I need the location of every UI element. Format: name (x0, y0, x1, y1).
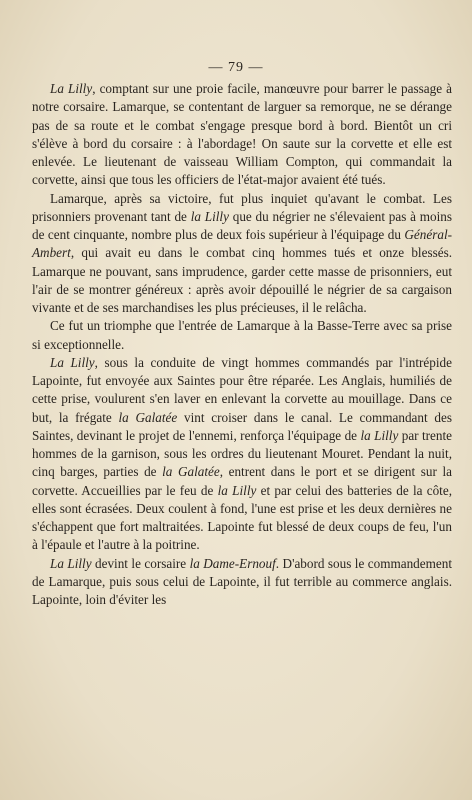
italic-text-run: La Lilly (50, 354, 95, 370)
paragraph (32, 80, 452, 190)
text-run: que du négrier ne s'élevaient pas à moins de cent cinquante, nombre plus de deux fois supérieur à l'équipage du (32, 208, 453, 242)
text-run: par trente hommes de la garnison, sous les ordres du lieutenant Mouret. Pendant la nuit, cinq barges, parties de (32, 427, 453, 480)
paragraph (32, 354, 452, 555)
paragraph (32, 555, 452, 610)
italic-text-run: La Lilly (50, 555, 92, 571)
text-run: Lamarque, après sa victoire, fut plus inquiet qu'avant le combat. Les prisonniers provenant tant de (32, 190, 452, 224)
text-run: vint croiser dans le canal. Le commandant des Saintes, devinant le projet de l'ennemi, renforça l'équipage de (32, 409, 452, 443)
text-run: Ce fut un triomphe que l'entrée de Lamarque à la Basse-Terre avec sa prise si exceptionnelle. (32, 318, 452, 352)
italic-text-run: La Lilly (50, 81, 93, 96)
text-run: , comptant sur une proie facile, manœuvre pour barrer le passage à notre corsaire. Lamarque, se contentant de larguer sa remorque, ne se dérange pas de sa route et le combat s'engage presque bord à bord. Bientôt un cri s'élève à bord du corsaire : à l'abordage! On saute sur la corvette et elle est enlevée. Le lieutenant de vaisseau William Compton, qui commandait la corvette, ainsi que tous les officiers de l'état-major avaient été tués. (32, 81, 453, 188)
paragraph (32, 190, 452, 318)
text-run: devint le corsaire (91, 555, 190, 571)
body-text (32, 80, 452, 609)
italic-text-run: la Lilly (190, 208, 229, 224)
paragraph (32, 317, 452, 354)
text-run: , qui avait eu dans le combat cinq hommes tués et onze blessés. Lamarque ne pouvant, sans imprudence, garder cette masse de prisonniers, eut l'air de se montrer généreux : après avoir dépouillé le négrier de sa cargaison vivante et de ses marchandises les plus précieuses, il le relâcha. (32, 245, 452, 315)
text-run: , sous la conduite de vingt hommes commandés par l'intrépide Lapointe, fut envoyée aux Saintes pour être réparée. Les Anglais, humiliés de cette prise, voulurent s'en laver en enlevant la corvette au mouillage. Dans ce but, la frégate (32, 354, 452, 425)
text-run: , entrent dans le port et se dirigent sur la corvette. Accueillies par le feu de (32, 464, 452, 498)
italic-text-run: Général-Ambert (32, 227, 452, 261)
italic-text-run: la Lilly (217, 482, 257, 498)
italic-text-run: la Galatée (118, 409, 178, 425)
page-number: — 79 — (208, 60, 264, 75)
italic-text-run: la Dame-Ernouf (189, 555, 276, 571)
text-run: . D'abord sous le commandement de Lamarque, puis sous celui de Lapointe, il fut terrible au commerce anglais. Lapointe, loin d'éviter les (32, 555, 453, 607)
italic-text-run: la Galatée (162, 464, 220, 480)
text-run: et par celui des batteries de la côte, elles sont écrasées. Deux coulent à fond, l'une est prise et les deux dernières ne s'échappent que fort maltraitées. Lapointe fut blessé de deux coups de feu, l'un à l'épaule et l'autre à la poitrine. (32, 482, 452, 553)
italic-text-run: la Lilly (360, 427, 399, 443)
